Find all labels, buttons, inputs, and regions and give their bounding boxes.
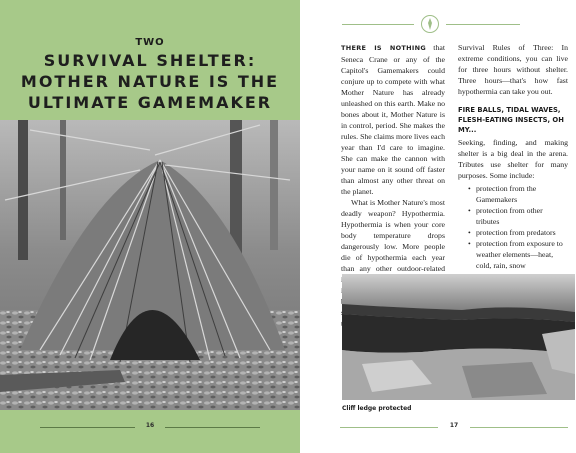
paragraph: Seeking, finding, and making shelter is a big deal in the arena. Tributes use shelter for many purposes. Some include:	[458, 138, 568, 180]
debris-shelter-image	[0, 120, 300, 410]
debris-shelter-photo	[0, 120, 300, 410]
list-item: • protection from other tributes	[468, 205, 568, 227]
paragraph-text: that Seneca Crane or any of the Capitol's Gamemakers could conjure up to compete with what Mother Nature has already unleashed on this earth. Make no bones about it, Mother Nature is in control, period. She makes the rules. She claims more lives each year than I'd care to imagine. She can make the cannon with your name on it sound off faster than almost any other threat on the planet.	[341, 43, 445, 196]
chapter-title-line-3: ULTIMATE GAMEMAKER	[27, 93, 273, 112]
left-footer	[40, 422, 260, 432]
list-item: • protection from predators	[468, 227, 568, 238]
bullet-list	[458, 183, 568, 271]
chapter-title-line-2: MOTHER NATURE IS THE	[20, 72, 280, 91]
right-footer	[340, 422, 568, 432]
chapter-title	[10, 50, 290, 113]
section-subhead: FIRE BALLS, TIDAL WAVES, FLESH-EATING INSECTS, OH MY...	[458, 106, 564, 134]
page-number: 16	[145, 422, 155, 429]
header-rule	[342, 24, 414, 25]
text-column-2	[458, 42, 568, 306]
chapter-number: TWO	[135, 37, 165, 48]
lead-in: THERE IS NOTHING	[341, 44, 426, 52]
cliff-ledge-photo	[342, 274, 575, 400]
right-page	[300, 0, 576, 453]
list-item: • protection from the Gamemakers	[468, 183, 568, 205]
photo-caption: Cliff ledge protected	[342, 405, 412, 412]
cliff-ledge-image	[342, 274, 575, 400]
paragraph: What is Mother Nature's most deadly weapon? Hypothermia. Hypothermia is when your core body temperature drops dangerously low. More people die of hypothermia each year than any other outdoor-related	[341, 198, 445, 273]
emblem-icon	[420, 14, 440, 34]
list-item: • protection from exposure to weather elements—heat, cold, rain, snow	[468, 238, 568, 271]
header-rule	[446, 24, 520, 25]
paragraph	[341, 42, 445, 197]
chapter-title-line-1: SURVIVAL SHELTER:	[43, 51, 257, 70]
page-number: 17	[449, 422, 459, 429]
paragraph: Survival Rules of Three: In extreme conditions, you can live for three hours without shelter. Three hours—that's how fast hypothermia can take you out.	[458, 43, 568, 96]
